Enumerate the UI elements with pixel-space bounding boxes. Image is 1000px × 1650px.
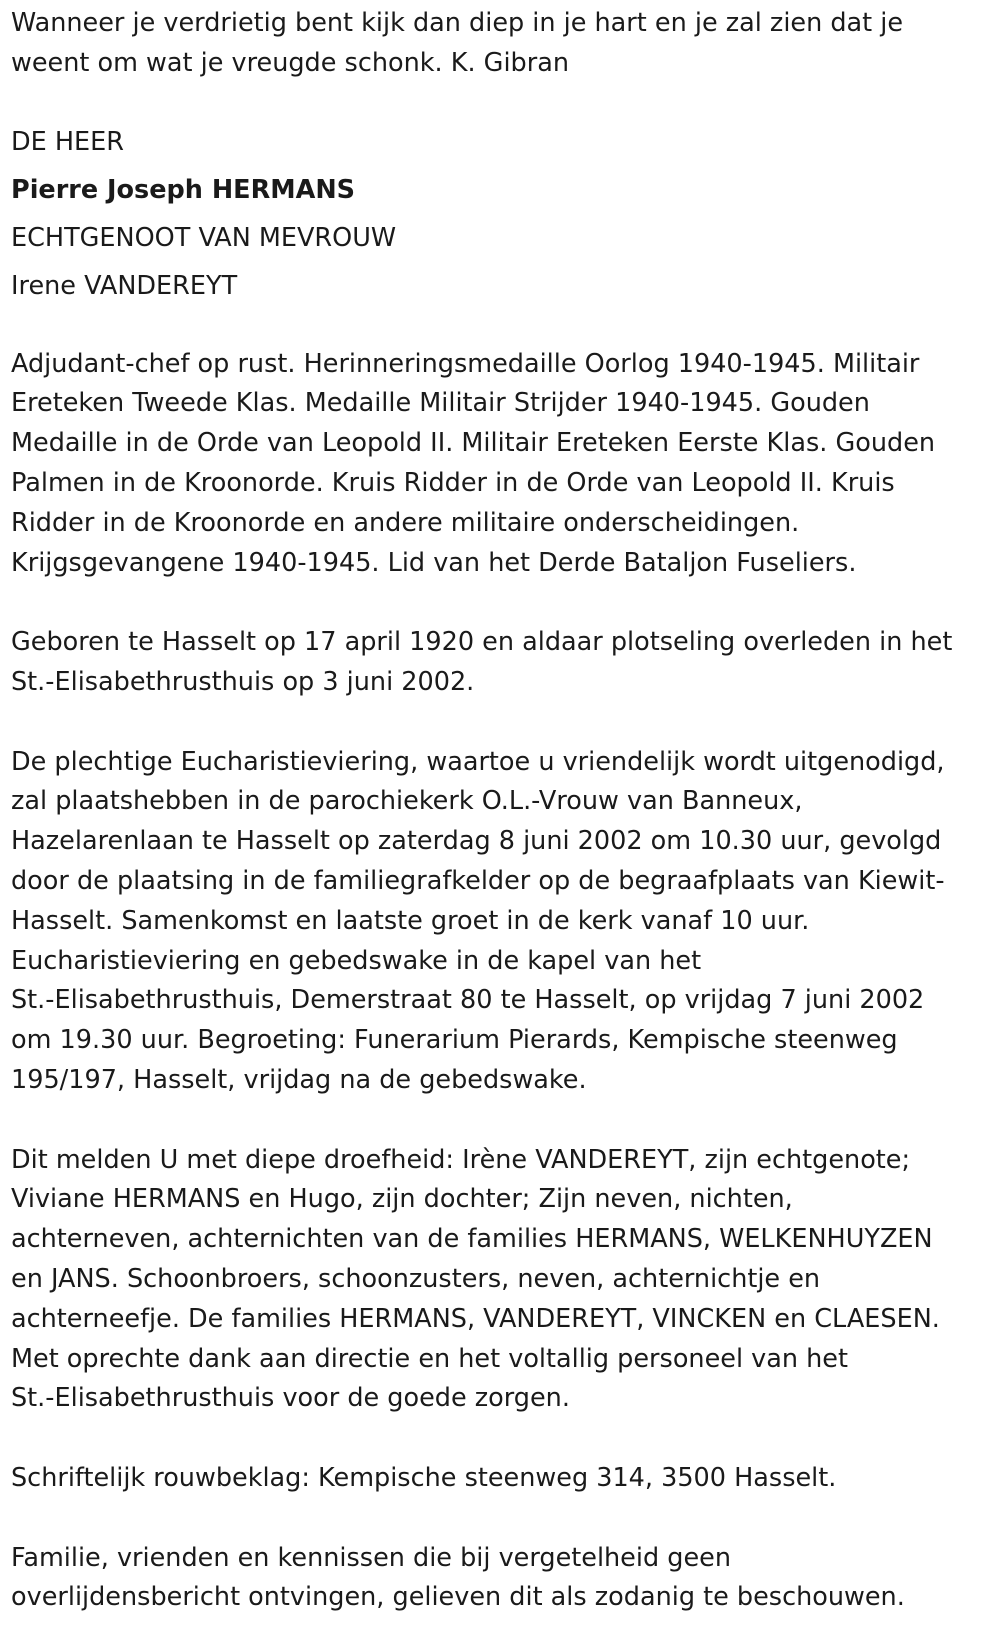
honors-line: Palmen in de Kroonorde. Kruis Ridder in de Orde van Leopold II. Kruis [11,467,895,498]
birth-death-line: St.-Elisabethrusthuis op 3 juni 2002. [11,666,475,697]
mourners-line: Met oprechte dank aan directie en het voltallig personeel van het [11,1343,848,1374]
deceased-name: Pierre Joseph HERMANS [11,174,356,205]
spouse-name: Irene VANDEREYT [11,270,238,301]
quote-line: Wanneer je verdrietig bent kijk dan diep in je hart en je zal zien dat je [11,8,904,38]
birth-death-line: Geboren te Hasselt op 17 april 1920 en aldaar plotseling overleden in het [11,627,953,658]
ceremony-line: Hasselt. Samenkomst en laatste groet in de kerk vanaf 10 uur. [11,905,810,936]
mourners-line: achterneefje. De families HERMANS, VANDEREYT, VINCKEN en CLAESEN. [11,1303,940,1334]
ceremony-line: zal plaatshebben in de parochiekerk O.L.-Vrouw van Banneux, [11,786,803,817]
condolence-paragraph [11,1459,990,1499]
ceremony-line: om 19.30 uur. Begroeting: Funerarium Pierards, Kempische steenweg [11,1025,898,1056]
honors-line: Adjudant-chef op rust. Herinneringsmedaille Oorlog 1940-1945. Militair [11,348,920,379]
birth-death-paragraph [11,623,990,703]
mourners-line: St.-Elisabethrusthuis voor de goede zorgen. [11,1383,570,1414]
mourners-line: Viviane HERMANS en Hugo, zijn dochter; Zijn neven, nichten, [11,1184,793,1215]
ceremony-line: Eucharistieviering en gebedswake in de kapel van het [11,945,702,976]
obituary-page [0,4,1000,1618]
closing-line: overlijdensbericht ontvingen, gelieven dit als zodanig te beschouwen. [11,1582,905,1613]
mourners-line: achterneven, achternichten van de families HERMANS, WELKENHUYZEN [11,1224,933,1255]
condolence-line: Schriftelijk rouwbeklag: Kempische steenweg 314, 3500 Hasselt. [11,1462,837,1493]
ceremony-paragraph [11,743,990,1101]
ceremony-line: 195/197, Hasselt, vrijdag na de gebedswake. [11,1064,587,1095]
ceremony-line: De plechtige Eucharistieviering, waartoe u vriendelijk wordt uitgenodigd, [11,746,945,777]
quote-paragraph [11,4,990,84]
ceremony-line: St.-Elisabethrusthuis, Demerstraat 80 te Hasselt, op vrijdag 7 juni 2002 [11,985,925,1016]
mourners-line: en JANS. Schoonbroers, schoonzusters, neven, achternichtje en [11,1263,821,1294]
honors-line: Ridder in de Kroonorde en andere militaire onderscheidingen. [11,507,800,538]
deceased-block [11,118,990,310]
closing-paragraph [11,1539,990,1619]
honors-line: Medaille in de Orde van Leopold II. Militair Ereteken Eerste Klas. Gouden [11,428,936,459]
honors-line: Krijgsgevangene 1940-1945. Lid van het Derde Bataljon Fuseliers. [11,547,857,578]
honors-line: Ereteken Tweede Klas. Medaille Militair Strijder 1940-1945. Gouden [11,388,870,419]
mourners-line: Dit melden U met diepe droefheid: Irène VANDEREYT, zijn echtgenote; [11,1144,911,1175]
quote-line: weent om wat je vreugde schonk. K. Gibran [11,47,569,78]
mourners-paragraph [11,1141,990,1420]
closing-line: Familie, vrienden en kennissen die bij vergetelheid geen [11,1542,731,1573]
deceased-prefix: DE HEER [11,126,124,157]
honors-paragraph [11,345,990,584]
deceased-relation: ECHTGENOOT VAN MEVROUW [11,222,397,253]
ceremony-line: door de plaatsing in de familiegrafkelder op de begraafplaats van Kiewit- [11,865,945,896]
ceremony-line: Hazelarenlaan te Hasselt op zaterdag 8 juni 2002 om 10.30 uur, gevolgd [11,826,942,857]
